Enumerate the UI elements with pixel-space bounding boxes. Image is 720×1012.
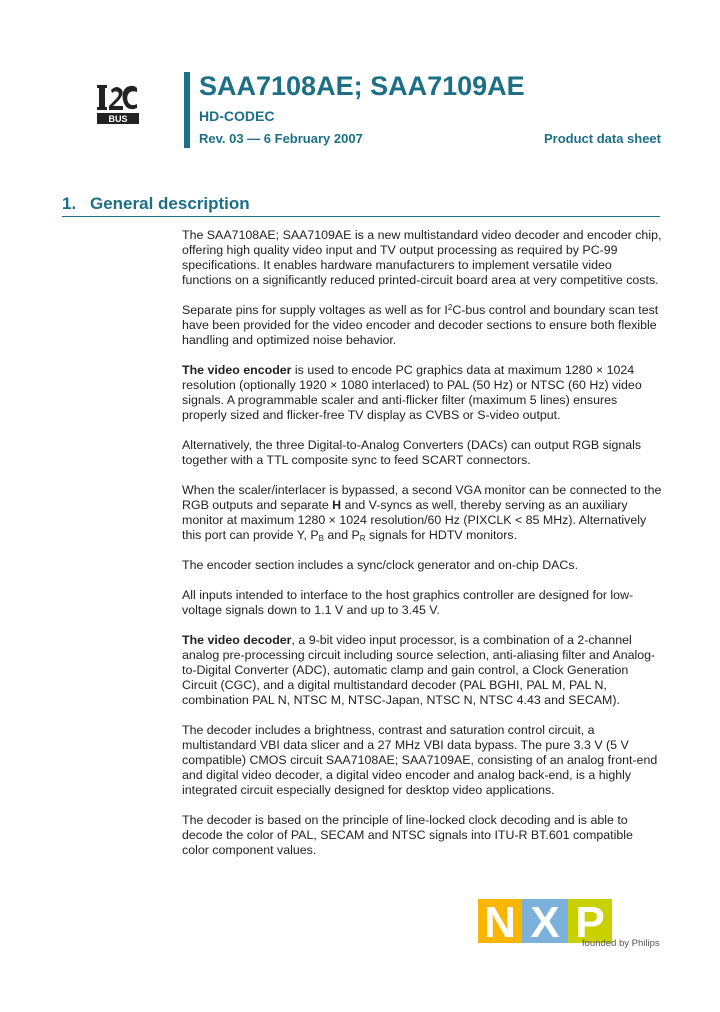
paragraph-encoder-section: The encoder section includes a sync/clock generator and on-chip DACs. (182, 558, 579, 572)
paragraph-decoder-principle: The decoder is based on the principle of line-locked clock decoding and is able to decode the color of PAL, SECAM and NTSC signals into ITU-R BT.601 compatible color component values. (182, 813, 633, 857)
paragraph-video-decoder: The video decoder, a 9-bit video input processor, is a combination of a 2-channel analog pre-processing circuit including source selection, anti-aliasing filter and Analog-to-Digital Converter (ADC), automatic clamp and gain control, a Clock Generation Circuit (CGC), and a digital multistandard decoder (PAL BGHI, PAL M, PAL N, combination PAL N, NTSC M, NTSC-Japan, NTSC N, NTSC 4.43 and SECAM). (182, 633, 656, 707)
section-title: General description (90, 194, 250, 213)
paragraph-intro: The SAA7108AE; SAA7109AE is a new multistandard video decoder and encoder chip, offering high quality video input and TV output processing as required by PC-99 specifications. It enables hardware manufacturers to implement versatile video functions on a significantly reduced printed-circuit board area at very competitive costs. (182, 228, 662, 287)
section-heading (62, 194, 250, 214)
nxp-letter-p: P (575, 898, 605, 947)
document-revision: Rev. 03 — 6 February 2007 (199, 131, 363, 146)
header-accent-bar (184, 72, 190, 148)
nxp-letter-x: X (530, 898, 560, 947)
paragraph-dacs: Alternatively, the three Digital-to-Analog Converters (DACs) can output RGB signals together with a TTL composite sync to feed SCART connectors. (182, 438, 642, 467)
nxp-tagline: founded by Philips (582, 938, 660, 949)
paragraph-inputs: All inputs intended to interface to the host graphics controller are designed for low-voltage signals down to 1.1 V and up to 3.45 V. (182, 588, 634, 617)
nxp-letter-n: N (484, 898, 516, 947)
document-title: SAA7108AE; SAA7109AE (199, 71, 525, 101)
i2c-logo-label: BUS (108, 114, 128, 124)
document-subtitle: HD-CODEC (199, 108, 275, 124)
paragraph-supply-pins: Separate pins for supply voltages as well as for $I^2C$-bus control and boundary scan test have been provided for the video encoder and decoder sections to ensure both flexible handling and optimized noise behavior. (182, 303, 659, 347)
document-type: Product data sheet (543, 131, 661, 146)
paragraph-scaler-bypass: When the scaler/interlacer is bypassed, a second VGA monitor can be connected to the RGB outputs and separate H and V-syncs as well, thereby serving as an auxiliary monitor at maximum 1280 × 1024 resolution/60 Hz (PIXCLK < 85 MHz). Alternatively this port can provide Y, $P_B$ and $P_R$ signals for HDTV monitors. (182, 483, 662, 543)
paragraph-video-encoder: The video encoder is used to encode PC graphics data at maximum 1280 × 1024 resolution (optionally 1920 × 1080 interlaced) to PAL (50 Hz) or NTSC (60 Hz) video signals. A programmable scaler and anti-flicker filter (maximum 5 lines) ensures properly sized and flicker-free TV display as CVBS or S-video output. (182, 363, 642, 422)
general-description-body (182, 228, 662, 873)
section-number: 1. (62, 194, 77, 213)
i2c-bus-logo (95, 80, 141, 126)
paragraph-decoder-features: The decoder includes a brightness, contrast and saturation control circuit, a multistandard VBI data slicer and a 27 MHz VBI data bypass. The pure 3.3 V (5 V compatible) CMOS circuit SAA7108AE; SAA7109AE, consisting of an analog front-end and digital video decoder, a digital video encoder and analog back-end, is a highly integrated circuit especially designed for desktop video applications. (182, 723, 658, 797)
section-divider (62, 216, 660, 217)
